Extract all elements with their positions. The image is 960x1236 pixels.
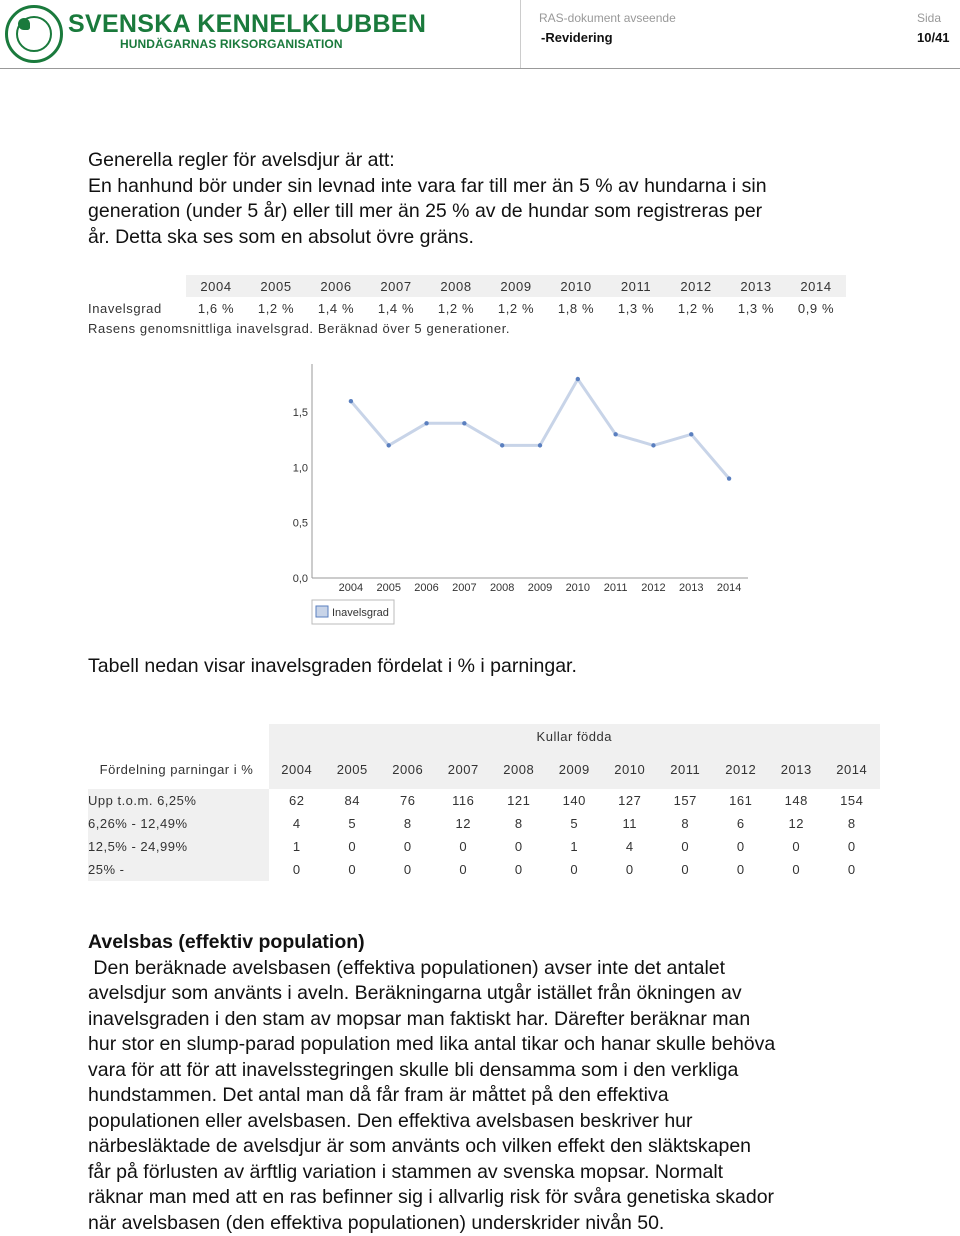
x-tick-label: 2013 xyxy=(679,582,704,594)
value-cell: 0,9 % xyxy=(797,300,835,316)
table-header-row xyxy=(88,275,846,297)
body-line: avelsdjur som använts i aveln. Beräkningarna utgår istället från ökningen av xyxy=(88,982,742,1004)
x-tick-label: 2011 xyxy=(603,582,628,594)
year-cell: 2004 xyxy=(186,275,246,297)
year-cell: 2011 xyxy=(606,275,666,297)
value-cell: 148 xyxy=(784,793,808,808)
data-point xyxy=(538,443,542,447)
year-cell: 2007 xyxy=(366,275,426,297)
x-tick-label: 2004 xyxy=(338,582,364,594)
value-cell: 1,2 % xyxy=(257,300,295,316)
value-cell: 0 xyxy=(792,839,801,854)
series-line xyxy=(351,379,729,478)
year-cell: 2014 xyxy=(786,275,846,297)
year-cell: 2007 xyxy=(436,749,492,789)
year-cell: 2005 xyxy=(325,749,381,789)
page-label: Sida xyxy=(917,11,942,25)
value-cell: 8 xyxy=(403,816,412,831)
value-cell: 1,3 % xyxy=(617,300,655,316)
value-cell: 121 xyxy=(507,793,531,808)
data-point xyxy=(349,399,353,403)
year-cell: 2008 xyxy=(491,749,547,789)
value-cell: 0 xyxy=(514,839,523,854)
body-line: får på förlusten av ärftlig variation i stammen av svenska mopsar. Normalt xyxy=(88,1160,724,1183)
value-cell: 11 xyxy=(622,816,637,831)
value-cell: 1,2 % xyxy=(677,300,715,316)
y-tick-label: 1,5 xyxy=(292,407,308,420)
table-note: Rasens genomsnittliga inavelsgrad. Beräknad över 5 generationer. xyxy=(88,321,511,336)
year-cell: 2005 xyxy=(246,275,306,297)
x-tick-label: 2014 xyxy=(716,582,742,594)
value-cell: 0 xyxy=(792,862,801,877)
data-point xyxy=(727,476,731,480)
value-cell: 0 xyxy=(403,862,412,877)
value-cell: 0 xyxy=(348,839,357,854)
value-cell: 161 xyxy=(729,793,753,808)
dog-head-icon xyxy=(18,18,30,30)
intro-line: generation (under 5 år) eller till mer än 25 % av de hundar som registreras per xyxy=(88,200,763,222)
year-header-row xyxy=(88,749,880,789)
year-cell: 2009 xyxy=(547,749,603,789)
value-cell: 0 xyxy=(459,862,468,877)
value-cell: 0 xyxy=(847,862,856,877)
header-divider xyxy=(520,0,521,68)
data-point xyxy=(387,443,391,447)
header-rule xyxy=(0,68,960,69)
group-header-row xyxy=(88,724,880,749)
intro-line: Generella regler för avelsdjur är att: xyxy=(88,149,395,171)
page-number: 10/41 xyxy=(917,30,950,45)
table-row xyxy=(88,858,880,881)
x-tick-label: 2007 xyxy=(452,582,477,594)
value-cell: 84 xyxy=(344,793,360,808)
legend-swatch xyxy=(316,606,328,617)
data-point xyxy=(424,421,428,425)
year-cell: 2014 xyxy=(824,749,880,789)
year-cell: 2009 xyxy=(486,275,546,297)
value-cell: 1,4 % xyxy=(317,300,355,316)
x-tick-label: 2006 xyxy=(414,582,439,594)
row-label: 6,26% - 12,49% xyxy=(88,812,269,835)
x-tick-label: 2008 xyxy=(489,582,515,594)
year-cell: 2011 xyxy=(658,749,714,789)
value-cell: 12 xyxy=(455,816,471,831)
value-cell: 1,4 % xyxy=(377,300,415,316)
year-cell: 2010 xyxy=(546,275,606,297)
body-line: hundstammen. Det antal man då får fram är måttet på den effektiva xyxy=(88,1084,669,1106)
year-cell: 2006 xyxy=(380,749,436,789)
data-point xyxy=(500,443,504,447)
year-cell: 2008 xyxy=(426,275,486,297)
value-cell: 0 xyxy=(570,862,579,877)
value-cell: 1 xyxy=(292,839,301,854)
body-line: när avelsbasen (den effektiva populationen) underskrider nivån 50. xyxy=(88,1211,665,1234)
row-label: 12,5% - 24,99% xyxy=(88,835,269,858)
value-cell: 4 xyxy=(292,816,301,831)
y-tick-label: 1,0 xyxy=(292,462,308,475)
section-heading: Avelsbas (effektiv population) xyxy=(88,931,365,953)
skk-logo xyxy=(5,5,63,63)
inbreeding-chart xyxy=(280,360,760,630)
y-tick-label: 0,0 xyxy=(292,573,308,585)
year-cell: 2013 xyxy=(769,749,825,789)
doc-title: RAS-dokument avseende xyxy=(539,11,676,25)
distribution-table xyxy=(88,724,880,881)
table-row xyxy=(88,835,880,858)
value-cell: 1 xyxy=(570,839,579,854)
table-row xyxy=(88,297,846,319)
x-tick-label: 2005 xyxy=(376,582,401,594)
value-cell: 140 xyxy=(562,793,586,808)
value-cell: 1,2 % xyxy=(497,300,535,316)
value-cell: 116 xyxy=(452,793,475,808)
y-tick-label: 0,5 xyxy=(292,517,308,530)
legend-label: Inavelsgrad xyxy=(332,607,389,619)
row-label: Upp t.o.m. 6,25% xyxy=(88,789,269,812)
year-cell: 2012 xyxy=(666,275,726,297)
value-cell: 127 xyxy=(618,793,642,808)
value-cell: 0 xyxy=(459,839,468,854)
intro-line: år. Detta ska ses som en absolut övre gräns. xyxy=(88,225,474,248)
value-cell: 5 xyxy=(348,816,357,831)
x-tick-label: 2012 xyxy=(641,582,666,594)
table-row xyxy=(88,812,880,835)
value-cell: 154 xyxy=(840,793,864,808)
data-point xyxy=(462,421,466,425)
value-cell: 6 xyxy=(736,816,745,831)
value-cell: 0 xyxy=(681,839,690,854)
value-cell: 76 xyxy=(400,793,416,808)
year-cell: 2006 xyxy=(306,275,366,297)
value-cell: 0 xyxy=(625,862,634,877)
row-label: Inavelsgrad xyxy=(88,300,162,316)
value-cell: 12 xyxy=(788,816,804,831)
body-line: populationen eller avelsbasen. Den effektiva avelsbasen beskriver hur xyxy=(88,1109,693,1132)
value-cell: 0 xyxy=(847,839,856,854)
table-row xyxy=(88,789,880,812)
value-cell: 0 xyxy=(514,862,523,877)
value-cell: 0 xyxy=(348,862,357,877)
value-cell: 1,2 % xyxy=(437,300,475,316)
row-label: 25% - xyxy=(88,858,269,881)
inbreeding-table xyxy=(88,275,846,319)
value-cell: 8 xyxy=(847,816,856,831)
body-line: närbesläktade de avelsdjur är som använts och vilken effekt den släktskapen xyxy=(88,1135,752,1157)
data-point xyxy=(651,443,655,447)
year-cell: 2013 xyxy=(726,275,786,297)
x-tick-label: 2010 xyxy=(565,582,591,594)
year-cell: 2010 xyxy=(602,749,658,789)
value-cell: 0 xyxy=(403,839,412,854)
row-header: Fördelning parningar i % xyxy=(99,761,254,777)
value-cell: 8 xyxy=(514,816,523,831)
body-line: hur stor en slump-parad population med lika antal tikar och hanar skulle behöva xyxy=(88,1033,776,1055)
data-point xyxy=(576,377,580,381)
year-cell: 2004 xyxy=(269,749,325,789)
body-line: inavelsgraden i den stam av mopsar man faktiskt har. Därefter beräknar man xyxy=(88,1007,751,1030)
data-point xyxy=(613,432,617,436)
data-point xyxy=(689,432,693,436)
body-line: vara för att för att inavelsstegringen skulle bli densamma som i den verkliga xyxy=(88,1058,739,1081)
value-cell: 62 xyxy=(289,793,305,808)
intro-line: En hanhund bör under sin levnad inte vara far till mer än 5 % av hundarna i sin xyxy=(88,174,767,197)
value-cell: 1,3 % xyxy=(737,300,775,316)
value-cell: 157 xyxy=(673,793,697,808)
value-cell: 0 xyxy=(292,862,301,877)
value-cell: 0 xyxy=(736,839,745,854)
value-cell: 8 xyxy=(681,816,690,831)
value-cell: 1,6 % xyxy=(197,300,235,316)
x-tick-label: 2009 xyxy=(527,582,553,594)
group-label: Kullar födda xyxy=(269,724,880,749)
value-cell: 0 xyxy=(736,862,745,877)
distribution-heading: Tabell nedan visar inavelsgraden fördelat i % i parningar. xyxy=(88,655,577,677)
body-line: räknar man med att en ras befinner sig i allvarlig risk för svåra genetiska skador xyxy=(88,1186,775,1208)
body-line: Den beräknade avelsbasen (effektiva populationen) avser inte det antalet xyxy=(88,956,726,979)
year-cell: 2012 xyxy=(713,749,769,789)
org-name: SVENSKA KENNELKLUBBEN xyxy=(68,10,427,38)
value-cell: 1,8 % xyxy=(557,300,595,316)
value-cell: 4 xyxy=(625,839,634,854)
value-cell: 5 xyxy=(570,816,579,831)
org-subtitle: HUNDÄGARNAS RIKSORGANISATION xyxy=(120,37,343,51)
doc-revision: -Revidering xyxy=(541,30,613,45)
value-cell: 0 xyxy=(681,862,690,877)
